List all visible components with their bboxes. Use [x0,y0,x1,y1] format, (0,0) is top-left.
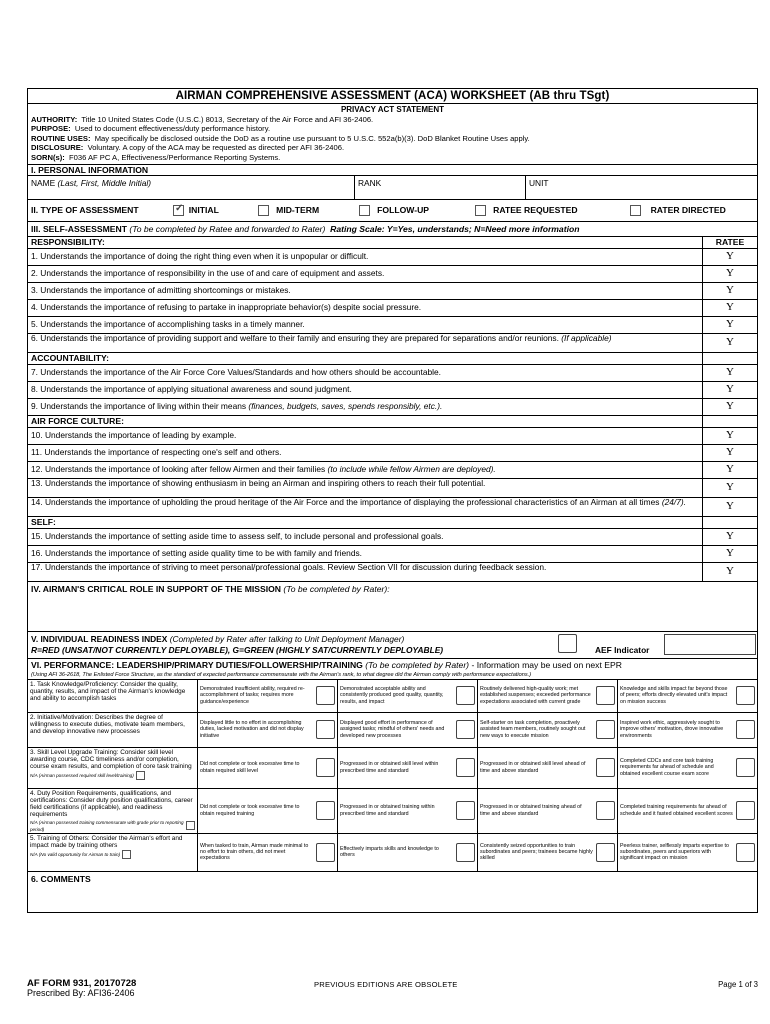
rating-level-4 [618,789,757,833]
performance-criterion: 1. Task Knowledge/Proficiency: Consider the quality, quantity, results, and impact of the Airman's knowledge and ability to accomplish tasks [28,680,198,712]
rating-description: When tasked to train, Airman made minimal to no effort to train others, did not meet expectations [200,842,309,862]
rating-level-3 [478,834,618,871]
rating-checkbox[interactable] [316,720,335,739]
na-checkbox[interactable] [186,821,195,830]
assessment-item [28,498,757,517]
rating-description: Demonstrated acceptable ability and consistently produced good quality, quantity, results, and impact [340,686,444,705]
rating-checkbox[interactable] [736,801,755,820]
rating-description: Self-starter on task completion, proactively assisted team members, routinely sought out new ways to execute mission [480,720,586,739]
item-text: 15. Understands the importance of setting aside time to assess self, to include personal and professional goals. [28,529,703,545]
privacy-heading: PRIVACY ACT STATEMENT [340,105,445,114]
performance-rows [28,680,757,872]
rating-checkbox[interactable] [736,720,755,739]
rating-checkbox[interactable] [596,686,615,705]
ratee-answer[interactable]: Y [726,300,734,313]
category-label: SELF: [28,517,703,528]
rating-checkbox[interactable] [596,720,615,739]
rating-checkbox[interactable] [456,843,475,862]
assessment-item [28,300,757,317]
rating-description: Routinely delivered high-quality work; met established suspenses; exceeded performance expectations associated with current grade [480,686,591,705]
assessment-item [28,399,757,416]
rating-level-1 [198,748,338,788]
rating-level-3 [478,680,618,712]
rating-checkbox[interactable] [736,758,755,777]
performance-criterion: 3. Skill Level Upgrade Training: Consider skill level awarding course, CDC timeliness and/or completion, course exam results, and completion of core task training N/A (Airman possessed required skill level/training) [28,748,198,788]
item-text: 17. Understands the importance of striving to meet personal/professional goals. Review Section VII for discussion during feedback session. [28,563,703,581]
category-row [28,416,757,428]
rating-level-1 [198,713,338,747]
option-ratee-requested[interactable]: RATEE REQUESTED [475,205,630,216]
item-text: 14. Understands the importance of upholding the proud heritage of the Air Force and the importance of displaying the professional characteristics of an Airman at all times (24/7). [28,498,703,516]
rating-description: Demonstrated insufficient ability, required re-accomplishment of tasks; requires more guidance/experience [200,686,305,705]
type-heading: II. TYPE OF ASSESSMENT [31,205,139,216]
personal-info-row [28,176,757,200]
rating-checkbox[interactable] [316,801,335,820]
category-row [28,353,757,365]
assessment-item [28,546,757,563]
rating-checkbox[interactable] [596,801,615,820]
item-text: 6. Understands the importance of providing support and welfare to their family and ensuring they are prepared for separations and/or reunions. (If applicable) [28,334,703,352]
assessment-item [28,283,757,300]
self-assessment-heading: III. SELF-ASSESSMENT (To be completed by Ratee and forwarded to Rater) Rating Scale: Y=Yes, understands; N=Need more information [28,222,757,237]
rating-description: Peerless trainer, selflessly imparts expertise to subordinates, peers and superiors with significant impact on mission [620,842,729,862]
rating-level-1 [198,789,338,833]
critical-role-section[interactable]: IV. AIRMAN'S CRITICAL ROLE IN SUPPORT OF THE MISSION (To be completed by Rater): [28,582,757,632]
rating-description: Did not complete or took excessive time to obtain required skill level [200,761,300,774]
ratee-answer[interactable]: Y [726,529,734,542]
type-of-assessment-row [28,200,757,222]
option-initial[interactable]: ✓ INITIAL [173,205,258,216]
rating-description: Consistently seized opportunities to train subordinates and peers; trainees became highly skilled [480,842,593,862]
ratee-answer[interactable]: Y [726,499,734,512]
performance-criterion: 2. Initiative/Motivation: Describes the degree of willingness to execute duties, motivate team members, and develop innovative new processes [28,713,198,747]
rating-level-4 [618,713,757,747]
ratee-answer[interactable]: Y [726,365,734,378]
rating-level-2 [338,834,478,871]
editions-notice: PREVIOUS EDITIONS ARE OBSOLETE [314,980,458,989]
category-label: RESPONSIBILITY: [28,237,703,248]
assessment-item [28,382,757,399]
rating-checkbox[interactable] [596,843,615,862]
na-checkbox[interactable] [136,771,145,780]
performance-row [28,748,757,789]
rating-description: Inspired work ethic, aggressively sought to improve others' motivation, drove innovative environments [620,720,724,739]
rating-checkbox[interactable] [456,720,475,739]
rating-level-2 [338,680,478,712]
ratee-answer[interactable]: Y [726,445,734,458]
unit-field[interactable]: UNIT [529,177,549,188]
ratee-answer[interactable]: Y [726,399,734,412]
performance-row [28,789,757,834]
item-text: 8. Understands the importance of applying situational awareness and sound judgment. [28,382,703,398]
rating-description: Progressed in or obtained training within prescribed time and standard [340,804,435,817]
form-title: AIRMAN COMPREHENSIVE ASSESSMENT (ACA) WORKSHEET (AB thru TSgt) [28,89,757,104]
rating-level-4 [618,834,757,871]
rating-description: Did not complete or took excessive time to obtain required training [200,804,300,817]
rating-description: Progressed in or obtained training ahead of time and above standard [480,804,582,817]
follow-up-checkbox[interactable] [359,205,370,216]
category-label: ACCOUNTABILITY: [28,353,703,364]
form-number: AF FORM 931, 20170728 [27,978,137,989]
option-follow-up[interactable]: FOLLOW-UP [359,205,475,216]
rating-level-3 [478,789,618,833]
item-text: 10. Understands the importance of leading by example. [28,428,703,444]
performance-criterion: 4. Duty Position Requirements, qualifications, and certifications: Consider duty position qualifications, career field certifications (if applicable), and readiness requirements N/A (Airman possessed training commensurate with grade prior to reporting period) [28,789,198,833]
aca-worksheet-form [27,88,758,913]
purpose-line: PURPOSE: Used to document effectiveness/duty performance history. [31,124,271,134]
self-assessment-items [28,237,757,582]
rating-checkbox[interactable] [736,686,755,705]
aef-indicator-field[interactable] [664,634,756,655]
ratee-answer[interactable]: Y [726,462,734,475]
option-mid-term[interactable]: MID-TERM [258,205,359,216]
rating-description: Effectively imparts skills and knowledge to others [340,845,439,859]
performance-heading: VI. PERFORMANCE: LEADERSHIP/PRIMARY DUTIES/FOLLOWERSHIP/TRAINING (To be completed by Rater) - Information may be used on next EPR [31,659,622,670]
rank-field[interactable]: RANK [355,176,526,199]
rating-level-4 [618,748,757,788]
performance-row [28,834,757,872]
authority-line: AUTHORITY: Title 10 United States Code (U.S.C.) 8013, Secretary of the Air Force and AFI 36-2406. [31,114,374,124]
rating-checkbox[interactable] [736,843,755,862]
ratee-column-header: RATEE [715,236,745,247]
assessment-item [28,529,757,546]
rating-level-3 [478,713,618,747]
assessment-item [28,266,757,283]
item-text: 11. Understands the importance of respecting one's self and others. [28,445,703,461]
assessment-item [28,317,757,334]
ratee-answer[interactable]: Y [726,283,734,296]
assessment-item [28,249,757,266]
assessment-item [28,563,757,582]
rating-description: Progressed in or obtained skill level ahead of time and above standard [480,761,586,774]
prescribed-by: Prescribed By: AFI36-2406 [27,988,135,998]
ratee-answer[interactable]: Y [726,382,734,395]
ratee-answer[interactable]: Y [726,317,734,330]
rating-level-2 [338,789,478,833]
rating-checkbox[interactable] [596,758,615,777]
ratee-answer[interactable]: Y [726,266,734,279]
ratee-answer[interactable]: Y [726,546,734,559]
item-text: 3. Understands the importance of admitting shortcomings or mistakes. [28,283,703,299]
performance-row [28,680,757,713]
rater-directed-checkbox[interactable] [630,205,641,216]
ratee-answer[interactable]: Y [726,564,734,577]
form-footer [27,978,758,1002]
personal-info-heading: I. PERSONAL INFORMATION [28,165,757,176]
mid-term-checkbox[interactable] [258,205,269,216]
sorn-line: SORN(s): F036 AF PC A, Effectiveness/Performance Reporting Systems. [31,152,281,162]
rating-level-4 [618,680,757,712]
rating-checkbox[interactable] [456,686,475,705]
category-row [28,237,757,249]
category-row [28,517,757,529]
item-text: 1. Understands the importance of doing the right thing even when it is unpopular or difficult. [28,249,703,265]
disclosure-line: DISCLOSURE: Voluntary. A copy of the ACA may be requested as directed per AFI 36-2406. [31,143,345,153]
rating-level-2 [338,748,478,788]
rating-level-1 [198,680,338,712]
assessment-item [28,462,757,479]
rating-level-1 [198,834,338,871]
item-text: 5. Understands the importance of accomplishing tasks in a timely manner. [28,317,703,333]
assessment-item [28,365,757,382]
na-checkbox[interactable] [122,850,131,859]
ratee-answer[interactable]: Y [726,428,734,441]
ratee-answer[interactable]: Y [726,335,734,348]
rating-checkbox[interactable] [316,843,335,862]
rating-description: Progressed in or obtained skill level within prescribed time and standard [340,761,439,774]
rating-level-3 [478,748,618,788]
rating-checkbox[interactable] [316,758,335,777]
assessment-item [28,445,757,462]
readiness-index-section: V. INDIVIDUAL READINESS INDEX (Completed by Rater after talking to Unit Deployment Manager) R=RED (UNSAT/NOT CURRENTLY DEPLOYABLE), G=GREEN (HIGHLY SAT/CURRENTLY DEPLOYABLE) AEF Indicator [28,632,757,659]
page-number: Page 1 of 3 [718,980,758,989]
ratee-answer[interactable]: Y [726,480,734,493]
rating-level-2 [338,713,478,747]
initial-checkbox[interactable] [173,205,184,216]
privacy-act-statement [28,104,757,165]
assessment-item [28,428,757,445]
assessment-item [28,334,757,353]
item-text: 13. Understands the importance of showing enthusiasm in being an Airman and inspiring others to reach their full potential. [28,479,703,497]
assessment-item [28,479,757,498]
aef-indicator-label: AEF Indicator [595,644,650,655]
rating-description: Displayed little to no effort in accomplishing duties, lacked motivation and did not display initiative [200,720,304,739]
performance-row [28,713,757,748]
name-field[interactable]: NAME (Last, First, Middle Initial) [28,176,355,199]
ratee-answer[interactable]: Y [726,249,734,262]
comments-section[interactable]: 6. COMMENTS [31,873,91,884]
option-rater-directed[interactable]: RATER DIRECTED [630,205,726,216]
rating-description: Completed CDCs and core task training requirements far ahead of schedule and obtained excellent course exam score [620,758,714,777]
item-text: 16. Understands the importance of setting aside quality time to be with family and friends. [28,546,703,562]
rating-description: Completed training requirements far ahead of schedule and it fasted obtained excellent scores [620,804,733,817]
item-text: 7. Understands the importance of the Air Force Core Values/Standards and how others should be accountable. [28,365,703,381]
performance-criterion: 5. Training of Others: Consider the Airman's effort and impact made by training others N/A (No valid opportunity for Airman to train) [28,834,198,871]
rating-checkbox[interactable] [456,758,475,777]
category-label: AIR FORCE CULTURE: [28,416,703,427]
rating-description: Knowledge and skills impact far beyond those of peers; efforts directly elevated unit's impact on mission success [620,686,728,705]
routine-uses-line: ROUTINE USES: May specifically be disclosed outside the DoD as a routine use pursuant to 5 U.S.C. 552a(b)(3). DoD Blanket Routine Uses apply. [31,133,530,143]
item-text: 12. Understands the importance of looking after fellow Airmen and their families (to include while fellow Airmen are deployed). [28,462,703,478]
performance-note: (Using AFI 36-2618, The Enlisted Force Structure, as the standard of expected performance commensurate with the Airman's rank, to what degree did the Airman comply with performance expectations.) [28,672,757,680]
item-text: 4. Understands the importance of refusing to partake in inappropriate behavior(s) despite social pressure. [28,300,703,316]
item-text: 2. Understands the importance of responsibility in the use of and care of equipment and assets. [28,266,703,282]
rating-checkbox[interactable] [456,801,475,820]
item-text: 9. Understands the importance of living within their means (finances, budgets, saves, spends responsibly, etc.). [28,399,703,415]
readiness-box[interactable] [558,634,577,653]
rating-description: Displayed good effort in performance of assigned tasks; mindful of others' needs and developed new processes [340,720,445,739]
rating-checkbox[interactable] [316,686,335,705]
ratee-requested-checkbox[interactable] [475,205,486,216]
